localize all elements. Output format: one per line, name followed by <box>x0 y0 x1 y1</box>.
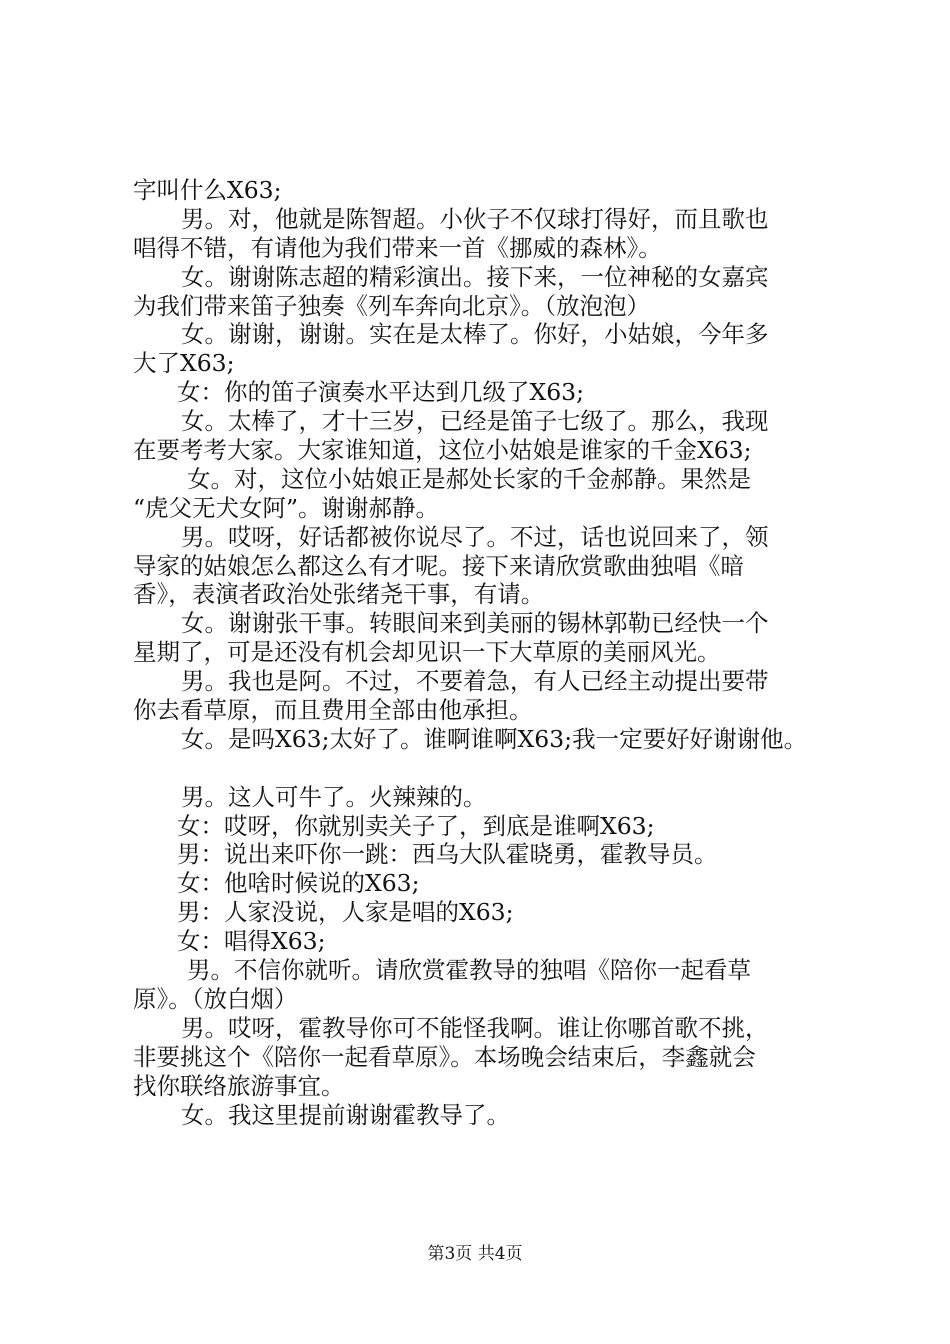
text-line: 女：你的笛子演奏水平达到几级了X63; <box>177 378 585 407</box>
text-line: 男。哎呀，霍教导你可不能怪我啊。谁让你哪首歌不挑， <box>181 1013 769 1042</box>
text-line: 唱得不错，有请他为我们带来一首《挪威的森林》。 <box>133 233 662 262</box>
text-line: 女。是吗X63;太好了。谁啊谁啊X63;我一定要好好谢谢他。 <box>181 724 808 753</box>
text-line: 大了X63; <box>133 349 235 378</box>
text-line: “虎父无犬女阿”。谢谢郝静。 <box>133 493 440 522</box>
text-line: 男。这人可牛了。火辣辣的。 <box>181 782 487 811</box>
blank-line <box>133 754 837 783</box>
text-line: 男。我也是阿。不过，不要着急，有人已经主动提出要带 <box>181 667 769 696</box>
text-line: 女：哎呀，你就别卖关子了，到底是谁啊X63; <box>177 811 655 840</box>
text-line: 女。太棒了，才十三岁，已经是笛子七级了。那么，我现 <box>181 407 769 436</box>
text-line: 女：他啥时候说的X63; <box>177 869 420 898</box>
text-line: 男。哎呀，好话都被你说尽了。不过，话也说回来了，领 <box>181 522 769 551</box>
text-line: 男：人家没说，人家是唱的X63; <box>177 898 514 927</box>
text-line: 女。谢谢，谢谢。实在是太棒了。你好，小姑娘，今年多 <box>181 320 769 349</box>
text-line: 非要挑这个《陪你一起看草原》。本场晚会结束后，李鑫就会 <box>133 1042 756 1071</box>
page-footer: 第3页 共4页 <box>427 1244 523 1264</box>
text-line: 原》。（放白烟） <box>133 984 298 1013</box>
text-line: 你去看草原，而且费用全部由他承担。 <box>133 696 533 725</box>
text-line: 女：唱得X63; <box>177 927 326 956</box>
text-line: 男。不信你就听。请欣赏霍教导的独唱《陪你一起看草 <box>187 956 751 985</box>
text-line: 男。对，他就是陈智超。小伙子不仅球打得好，而且歌也 <box>181 204 769 233</box>
text-line: 找你联络旅游事宜。 <box>133 1071 345 1100</box>
text-line: 香》，表演者政治处张绪尧干事，有请。 <box>133 580 545 609</box>
document-body <box>133 176 837 1129</box>
text-line: 女。我这里提前谢谢霍教导了。 <box>181 1100 510 1129</box>
text-line: 女。谢谢张干事。转眼间来到美丽的锡林郭勒已经快一个 <box>181 609 769 638</box>
text-line: 导家的姑娘怎么都这么有才呢。接下来请欣赏歌曲独唱《暗 <box>133 551 744 580</box>
text-line: 星期了，可是还没有机会却见识一下大草原的美丽风光。 <box>133 638 721 667</box>
text-line: 为我们带来笛子独奏《列车奔向北京》。（放泡泡） <box>133 291 650 320</box>
text-line: 字叫什么X63; <box>133 176 282 204</box>
text-line: 男：说出来吓你一跳：西乌大队霍晓勇，霍教导员。 <box>177 840 718 869</box>
text-line: 女。对，这位小姑娘正是郝处长家的千金郝静。果然是 <box>187 464 751 493</box>
text-line: 在要考考大家。大家谁知道，这位小姑娘是谁家的千金X63; <box>133 436 752 465</box>
text-line: 女。谢谢陈志超的精彩演出。接下来，一位神秘的女嘉宾 <box>181 262 769 291</box>
